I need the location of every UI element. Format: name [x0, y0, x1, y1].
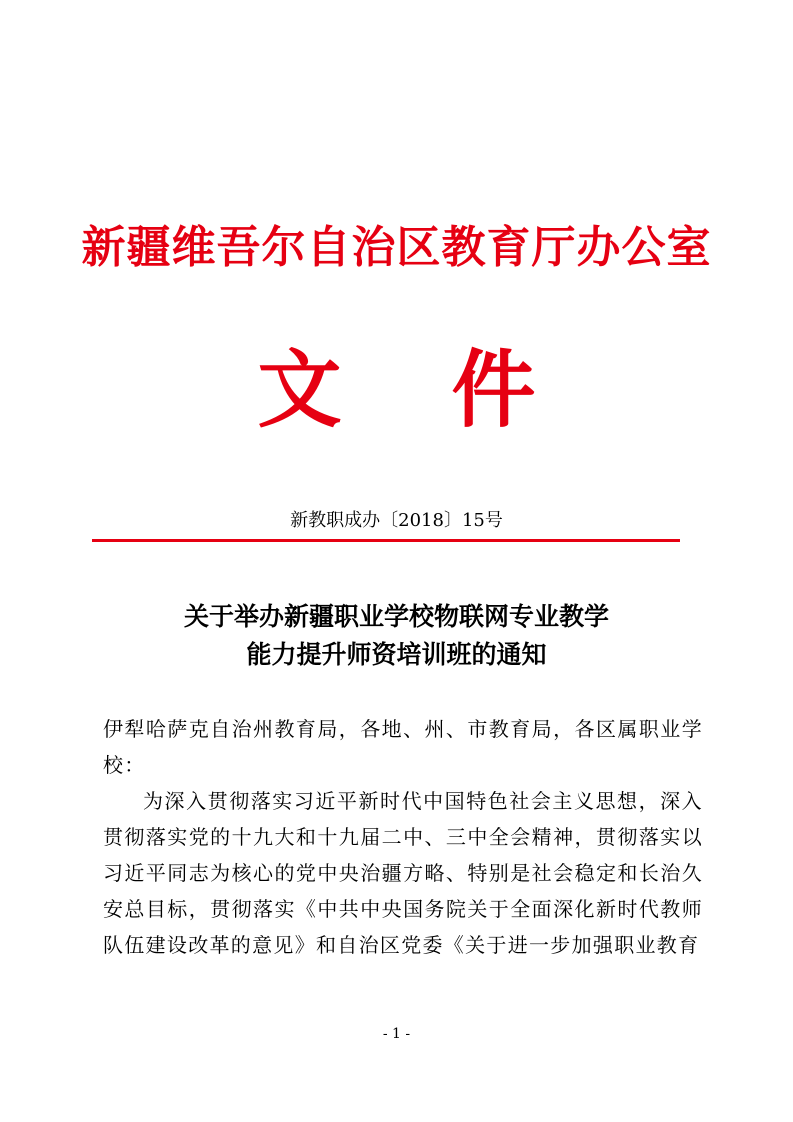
red-divider-line	[92, 539, 680, 542]
document-type-char-wen: 文	[257, 340, 342, 439]
document-number: 新教职成办〔2018〕15号	[290, 510, 503, 531]
issuer-title: 新疆维吾尔自治区教育厅办公室	[81, 222, 712, 273]
addressee-line: 伊犁哈萨克自治州教育局，各地、州、市教育局，各区属职业学校：	[103, 717, 703, 777]
document-type-char-jian: 件	[451, 340, 536, 439]
notice-title-line-1: 关于举办新疆职业学校物联网专业教学	[183, 602, 609, 631]
document-type-heading	[0, 340, 793, 440]
body-paragraph: 为深入贯彻落实习近平新时代中国特色社会主义思想，深入贯彻落实党的十九大和十九届二中、三中全会精神，贯彻落实以习近平同志为核心的党中央治疆方略、特别是社会稳定和长治久安总目标，贯彻落实《中共中央国务院关于全面深化新时代教师队伍建设改革的意见》和自治区党委《关于进一步加强职业教育	[103, 789, 703, 957]
notice-title-line-2: 能力提升师资培训班的通知	[246, 640, 547, 669]
page-number: - 1 -	[382, 1026, 411, 1042]
notice-title	[0, 598, 793, 674]
notice-body	[103, 711, 703, 963]
